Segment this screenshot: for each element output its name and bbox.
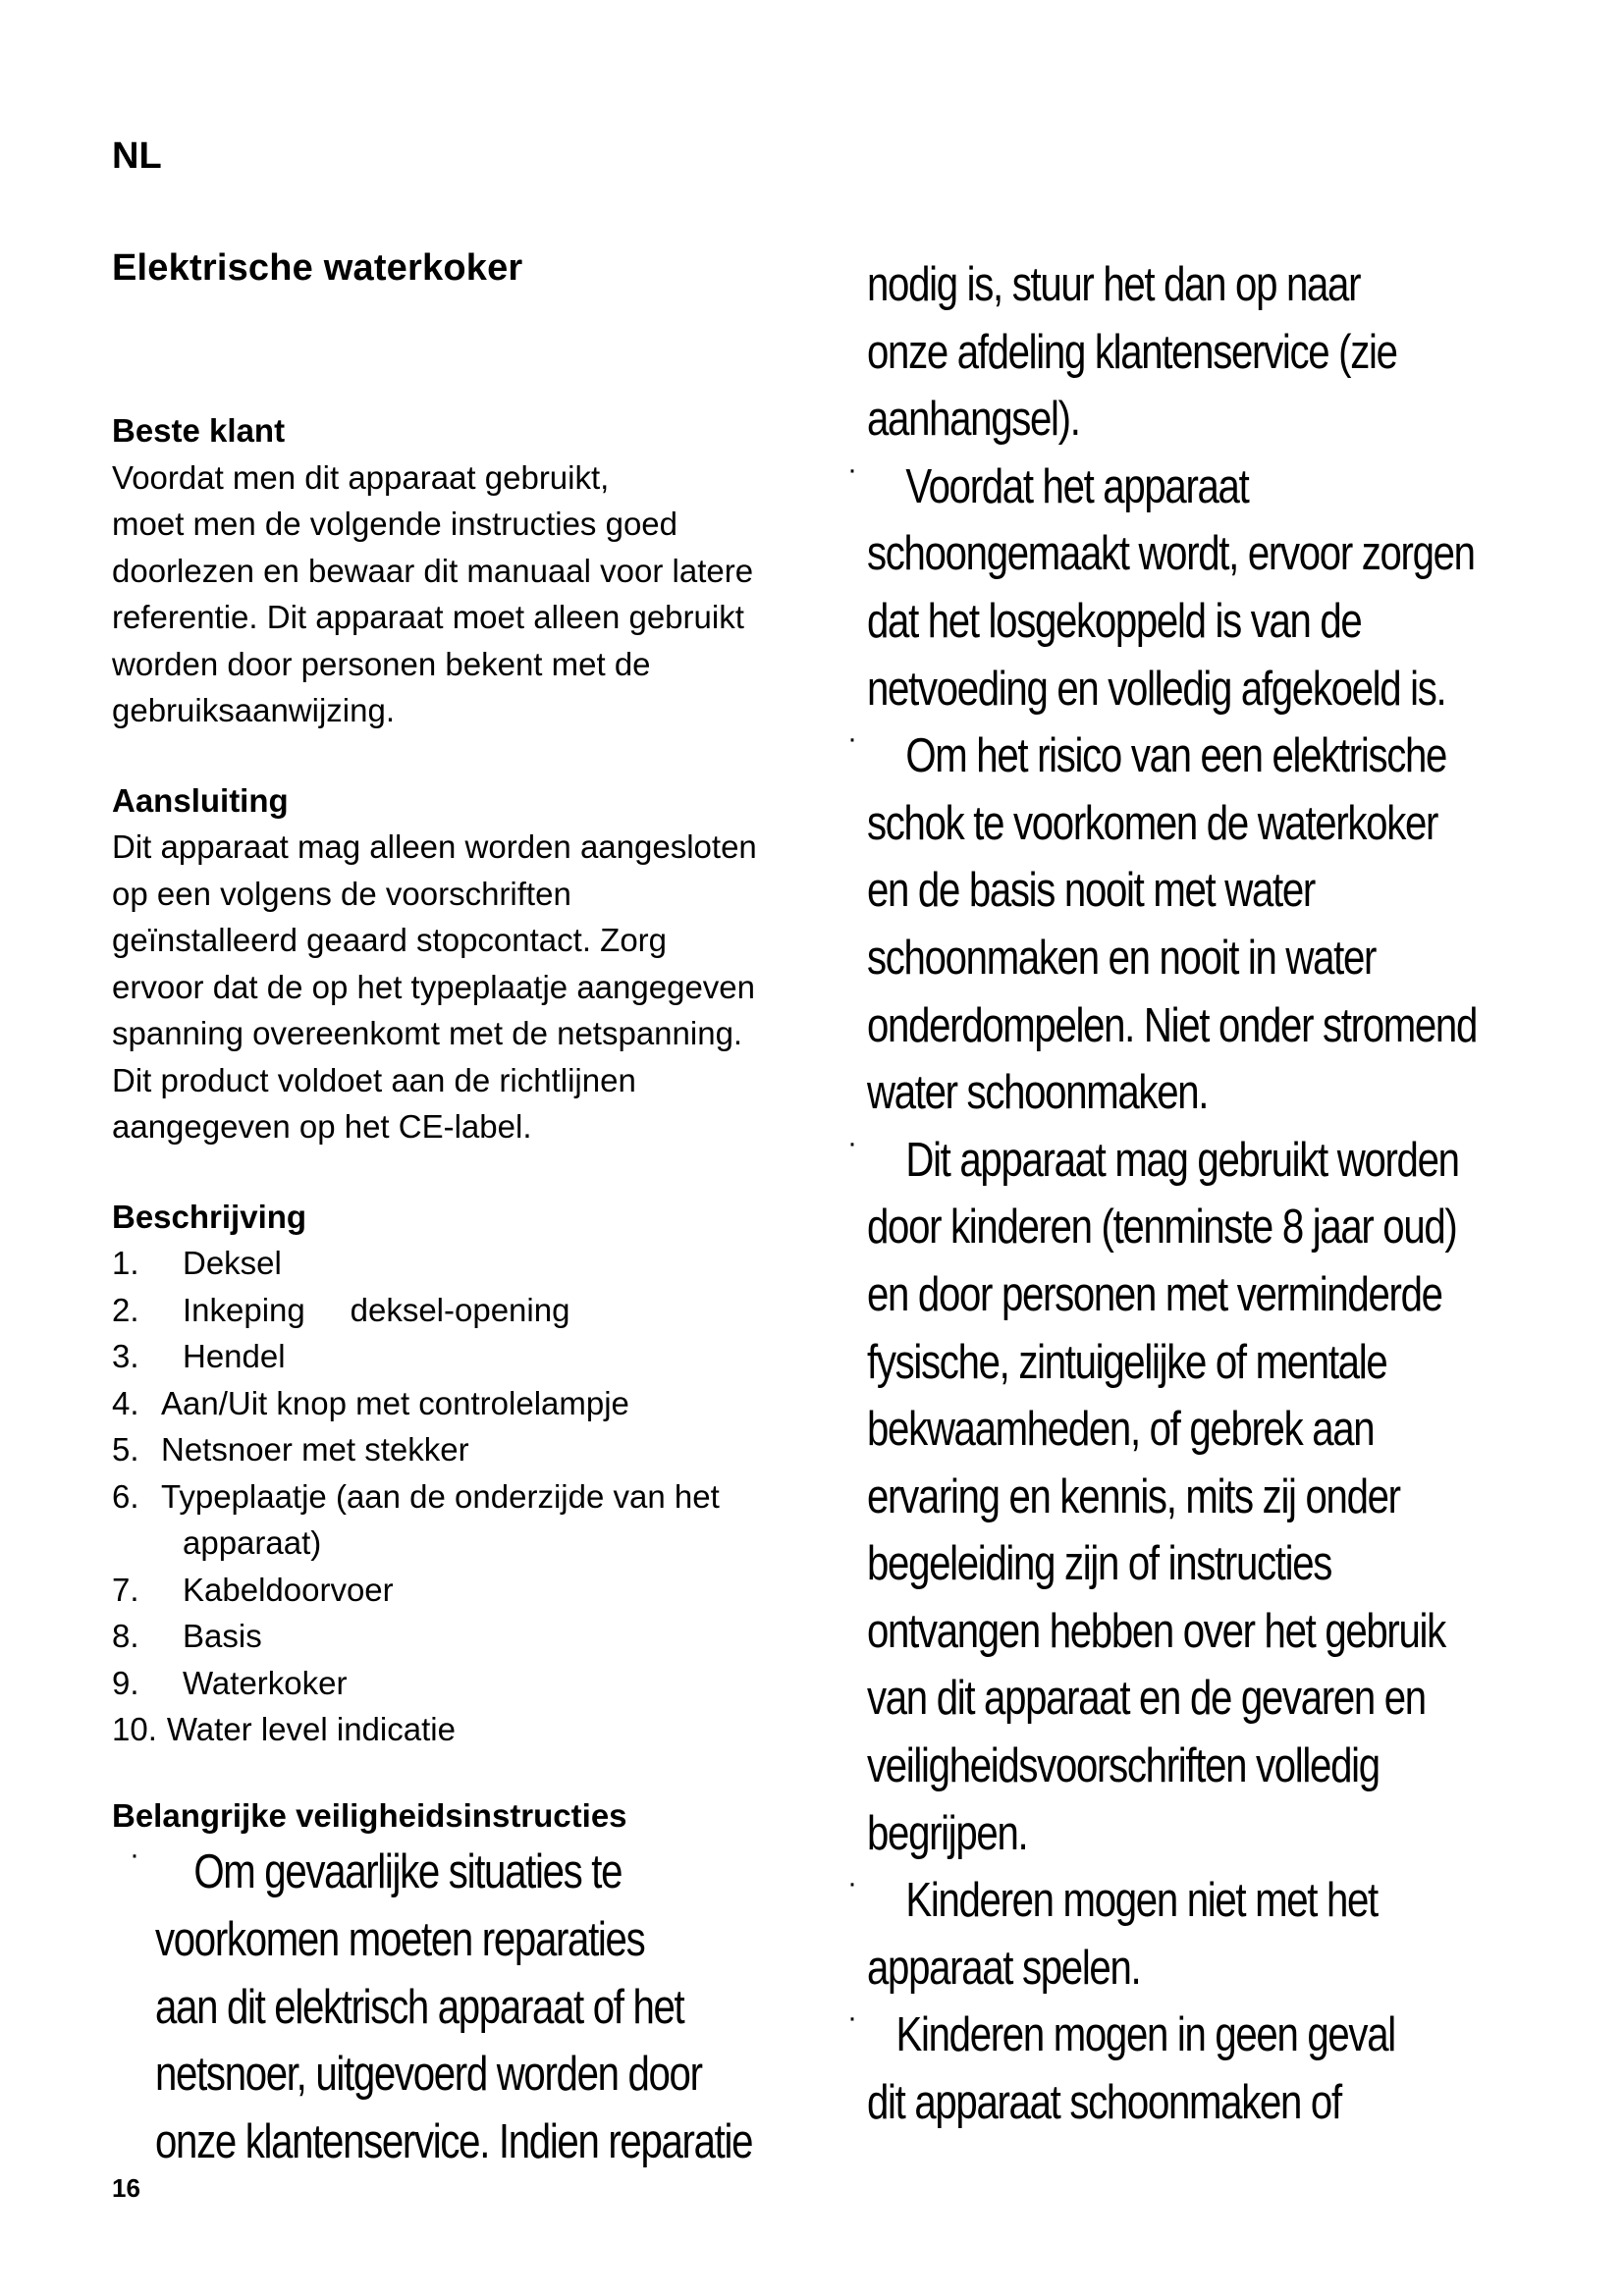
parts-list — [112, 1240, 819, 1753]
language-label: NL — [112, 135, 162, 177]
list-item: 4. Aan/Uit knop met controlelampje — [112, 1384, 629, 1421]
list-item: 1. Deksel — [112, 1245, 282, 1282]
intro-heading: Beste klant — [112, 412, 286, 449]
safety-bullet-children-play: · Kinderen mogen niet met het apparaat spelen. — [847, 1867, 1378, 1995]
page-number: 16 — [112, 2173, 140, 2203]
bullet-icon: · — [130, 1839, 139, 1872]
list-item: 2. Inkeping deksel-opening — [112, 1291, 570, 1328]
safety-heading: Belangrijke veiligheidsinstructies — [112, 1796, 627, 1834]
description-heading: Beschrijving — [112, 1198, 307, 1235]
list-item: 8. Basis — [112, 1618, 262, 1655]
bullet-icon: · — [847, 1867, 857, 1900]
list-item: 3. Hendel — [112, 1338, 286, 1375]
intro-paragraph: Voordat men dit apparaat gebruikt, moet men de volgende instructies goed doorlezen en bewaar dit manuaal voor latere referentie. Dit apparaat moet alleen gebruikt worden door personen bekent met de gebruiksaanwijzing. — [112, 458, 754, 729]
list-item: 10. Water level indicatie — [112, 1711, 456, 1748]
list-item: 9. Waterkoker — [112, 1664, 348, 1701]
continuation-text: nodig is, stuur het dan op naar onze afdeling klantenservice (zie aanhangsel). — [867, 258, 1397, 447]
left-column — [112, 247, 819, 2175]
bullet-icon: · — [847, 2002, 857, 2035]
right-column — [847, 251, 1574, 2137]
connection-paragraph: Dit apparaat mag alleen worden aangesloten op een volgens de voorschriften geïnstalleerd geaard stopcontact. Zorg ervoor dat de op het typeplaatje aangegeven spanning overeenkomt met de netspanning. Dit product voldoet aan de richtlijnen aangegeven op het CE-label. — [112, 828, 757, 1146]
list-item: 5. Netsnoer met stekker — [112, 1431, 469, 1468]
safety-bullet-children-cleaning: · Kinderen mogen in geen geval dit apparaat schoonmaken of — [847, 2002, 1395, 2130]
bullet-icon: · — [847, 453, 857, 486]
bullet-icon: · — [847, 1126, 857, 1159]
safety-bullet-children-use: · Dit apparaat mag gebruikt worden door kinderen (tenminste 8 jaar oud) en door personen met verminderde fysische, zintuigelijke of mentale bekwaamheden, of gebrek aan ervaring en kennis, mits zij onder begeleiding zijn of instructies ontvangen hebben over het gebruik van dit apparaat en de gevaren en veiligheidsvoorschriften volledig begrijpen. — [847, 1126, 1459, 1860]
safety-bullet-electric-shock: · Om het risico van een elektrische schok te voorkomen de waterkoker en de basis nooit met water schoonmaken en nooit in water onderdompelen. Niet onder stromend water schoonmaken. — [847, 722, 1477, 1120]
bullet-icon: · — [847, 722, 857, 756]
document-title: Elektrische waterkoker — [112, 247, 523, 289]
list-item: 7. Kabeldoorvoer — [112, 1571, 394, 1608]
safety-bullet-repairs: · Om gevaarlijke situaties te voorkomen moeten reparaties aan dit elektrisch apparaat of het netsnoer, uitgevoerd worden door onze klantenservice. Indien reparatie — [130, 1839, 753, 2168]
connection-heading: Aansluiting — [112, 781, 289, 819]
list-item: 6. Typeplaatje (aan de onderzijde van het apparaat) — [112, 1477, 720, 1562]
safety-bullet-cleaning: · Voordat het apparaat schoongemaakt wordt, ervoor zorgen dat het losgekoppeld is van de netvoeding en volledig afgekoeld is. — [847, 453, 1475, 716]
